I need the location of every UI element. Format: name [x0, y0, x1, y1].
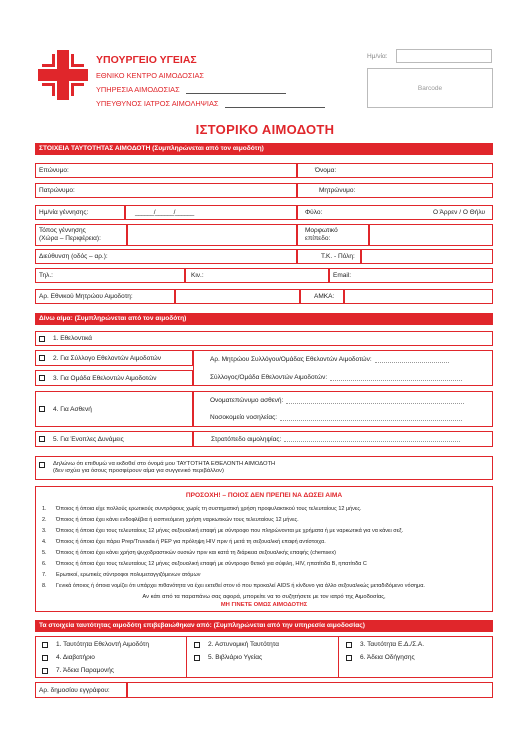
voluntary-label: 1. Εθελοντικά: [53, 335, 93, 342]
driving-licence-label: 6. Άδεια Οδήγησης: [360, 654, 415, 661]
warning-item: [42, 539, 326, 545]
option-patient[interactable]: [35, 391, 193, 427]
phone-label: Τηλ.:: [39, 272, 53, 279]
club-name-label: Σύλλογος/Ομάδα Εθελοντών Αιμοδοτών:: [210, 374, 328, 381]
military-id-label: 3. Ταυτότητα Ε.Δ./Σ.Α.: [360, 641, 425, 648]
option-armed-forces[interactable]: [35, 431, 193, 447]
passport-checkbox[interactable]: [42, 655, 48, 661]
giving-section-bar: Δίνω αίμα: (Συμπληρώνεται από τον αιμοδότη): [35, 313, 493, 325]
warning-item-number: 8.: [42, 583, 47, 589]
warning-item-number: 4.: [42, 539, 47, 545]
warning-item-text: Όποιος ή όποια έχει κάνει χρήση ψυχοδραστικών ουσιών πριν και κατά τη διάρκεια σεξουαλικής επαφής (chemsex): [56, 550, 336, 556]
email-field[interactable]: [329, 268, 493, 283]
patient-name-line: [210, 397, 464, 404]
phone-field[interactable]: [35, 268, 185, 283]
mobile-label: Κιν.:: [191, 272, 204, 279]
father-name-label: Πατρώνυμο:: [39, 187, 75, 194]
hospital-label: Νοσοκομείο νοσηλείας:: [210, 414, 278, 421]
residence-permit-checkbox[interactable]: [42, 668, 48, 674]
warning-item: [42, 572, 201, 578]
warning-item-text: Όποιος ή όποια έχει τους τελευταίους 12 μήνες σεξουαλική επαφή με σύντροφο που πληρώνονται με χρήματα ή με ναρκωτικά για να κάνει σεξ.: [56, 528, 404, 534]
group-checkbox[interactable]: [39, 375, 45, 381]
verify-option-military-id[interactable]: [346, 641, 424, 648]
police-id-checkbox[interactable]: [194, 642, 200, 648]
armed-forces-label: 5. Για Ένοπλες Δυνάμεις: [53, 435, 124, 443]
verify-option-passport[interactable]: [42, 654, 95, 661]
mobile-field[interactable]: [185, 268, 329, 283]
sex-label: Φύλο:: [305, 209, 323, 216]
birthplace-label: Τόπος γέννησης: [39, 227, 86, 234]
hospital-line: [210, 414, 462, 421]
registry-label-cell: [35, 289, 175, 304]
club-registry-label: Αρ. Μητρώου Συλλόγου/Ομάδας Εθελοντών Αιμοδοτών:: [210, 356, 372, 363]
doctor-label: ΥΠΕΥΘΥΝΟΣ ΙΑΤΡΟΣ ΑΙΜΟΛΗΨΙΑΣ: [96, 99, 219, 108]
postcode-label-cell: [297, 249, 361, 264]
date-field[interactable]: [396, 49, 492, 63]
surname-field[interactable]: [35, 163, 297, 178]
driving-licence-checkbox[interactable]: [346, 655, 352, 661]
education-field[interactable]: [369, 224, 493, 246]
declaration-checkbox[interactable]: [39, 462, 45, 468]
date-label: Ημ/νία:: [367, 53, 388, 60]
birthdate-blank: ______/______/______: [135, 209, 194, 216]
health-book-label: 5. Βιβλιάριο Υγείας: [208, 654, 263, 661]
email-label: Email:: [333, 272, 352, 279]
passport-label: 4. Διαβατήριο: [56, 654, 95, 661]
birthdate-field[interactable]: [125, 205, 297, 220]
voluntary-checkbox[interactable]: [39, 336, 45, 342]
education-label: Μορφωτικό: [305, 227, 338, 234]
declaration-text: Δηλώνω ότι επιθυμώ να εκδοθεί στο όνομά μου ΤΑΥΤΟΤΗΤΑ ΕΘΕΛΟΝΤΗ ΑΙΜΟΔΟΤΗ: [53, 461, 276, 467]
address-label: Διεύθυνση (οδός – αρ.):: [39, 253, 108, 260]
warning-item-text: Όποιος ή όποια έχει κάνει ενδοφλέβια ή εισπνεόμενη χρήση ναρκωτικών τους τελευταίους 12 μήνες.: [56, 517, 299, 523]
sex-options[interactable]: Ο Άρρεν / Ο Θήλυ: [433, 209, 485, 216]
warning-item-number: 5.: [42, 550, 47, 556]
warning-item-number: 1.: [42, 506, 47, 512]
doc-number-label-cell: [35, 682, 127, 698]
amka-label-cell: [300, 289, 344, 304]
verify-option-police-id[interactable]: [194, 641, 279, 648]
warning-item-text: Όποιος ή όποια έχει τους τελευταίους 12 μήνες σεξουαλική επαφή με σύντροφο θετικό για σύφιλη, HIV, ηπατίτιδα Β, ηπατίτιδα C: [56, 561, 367, 567]
birthplace-label-cell: [35, 224, 127, 246]
ministry-title: ΥΠΟΥΡΓΕΙΟ ΥΓΕΙΑΣ: [96, 54, 197, 66]
warning-item: [42, 561, 367, 567]
verify-option-driving-licence[interactable]: [346, 654, 415, 661]
mother-name-label: Μητρώνυμο:: [319, 187, 356, 194]
father-name-field[interactable]: [35, 183, 297, 198]
birthdate-label-cell: [35, 205, 125, 220]
warning-title: ΠΡΟΣΟΧΗ! – ΠΟΙΟΣ ΔΕΝ ΠΡΕΠΕΙ ΝΑ ΔΩΣΕΙ ΑΙΜΑ: [185, 492, 343, 499]
doc-number-field[interactable]: [127, 682, 493, 698]
option-voluntary[interactable]: [35, 331, 493, 346]
club-name-line: [210, 374, 462, 381]
service-field[interactable]: [186, 86, 286, 94]
camp-dots[interactable]: [284, 436, 460, 442]
club-name-field[interactable]: [330, 375, 462, 381]
first-name-label: Όνομα:: [315, 167, 337, 174]
verification-divider: [186, 636, 187, 678]
first-name-field[interactable]: [297, 163, 493, 178]
barcode-box: [367, 68, 493, 108]
verification-divider: [338, 636, 339, 678]
birthplace-sublabel: (Χώρα – Περιφέρεια):: [39, 235, 101, 242]
patient-checkbox[interactable]: [39, 406, 45, 412]
police-id-label: 2. Αστυνομική Ταυτότητα: [208, 641, 280, 648]
camp-label: Στρατόπεδο αιμοληψίας:: [211, 435, 282, 443]
birthplace-field[interactable]: [127, 224, 297, 246]
postcode-field[interactable]: [361, 249, 493, 264]
sex-field[interactable]: [297, 205, 493, 220]
verification-section-bar: Τα στοιχεία ταυτότητας αιμοδότη επιβεβαιώθηκαν από: (Συμπληρώνεται από την υπηρεσία αιμοδοσίας): [35, 620, 493, 632]
surname-label: Επώνυμο:: [39, 167, 69, 174]
registry-label: Αρ. Εθνικού Μητρώου Αιμοδοτη:: [39, 293, 133, 300]
club-registry-line: [210, 356, 449, 363]
verify-option-health-book[interactable]: [194, 654, 262, 661]
education-sublabel: επίπεδο:: [305, 235, 331, 242]
camp-field[interactable]: [193, 431, 493, 447]
warning-item-number: 2.: [42, 517, 47, 523]
hospital-field[interactable]: [280, 415, 462, 421]
declaration-box[interactable]: [35, 456, 493, 480]
verify-option-residence-permit[interactable]: [42, 667, 114, 674]
birthdate-label: Ημ/νία γέννησης:: [39, 209, 89, 216]
service-label: ΥΠΗΡΕΣΙΑ ΑΙΜΟΔΟΣΙΑΣ: [96, 85, 180, 94]
volunteer-id-label: 1. Ταυτότητα Εθελοντή Αιμοδότη: [56, 641, 149, 648]
warning-closing-emphasis: ΜΗ ΓΙΝΕΤΕ ΟΜΩΣ ΑΙΜΟΔΟΤΗΣ: [220, 602, 308, 608]
patient-label: 4. Για Ασθενή: [53, 405, 92, 413]
verify-option-volunteer-id[interactable]: [42, 641, 149, 648]
club-checkbox[interactable]: [39, 355, 45, 361]
registry-field[interactable]: [175, 289, 300, 304]
patient-name-field[interactable]: [286, 398, 464, 404]
warning-item: [42, 506, 362, 512]
red-cross-logo-icon: [38, 50, 88, 100]
declaration-note: (δεν ισχύει για όσους προσφέρουν αίμα για συγγενικό περιβάλλον): [53, 468, 224, 474]
doctor-line: [96, 99, 325, 108]
warning-item-number: 3.: [42, 528, 47, 534]
club-registry-field[interactable]: [375, 357, 449, 363]
residence-permit-label: 7. Άδεια Παραμονής: [56, 667, 114, 674]
warning-closing: Αν κάτι από τα παραπάνω σας αφορά, μπορείτε να το συζητήσετε με τον ιατρό της Αιμοδοσίας,: [142, 594, 386, 600]
warning-item-number: 7.: [42, 572, 47, 578]
option-group[interactable]: [35, 370, 193, 386]
warning-item: [42, 528, 403, 534]
amka-label: ΑΜΚΑ:: [314, 293, 335, 300]
warning-item-text: Όποιος ή όποια έχει πάρει Prep/Truvada ή PEP για πρόληψη HIV πριν ή μετά τη σεξουαλική επαφή αντίστοιχα.: [56, 539, 326, 545]
warning-item-text: Όποιος ή όποια είχε πολλούς ερωτικούς συντρόφους χωρίς τη συστηματική χρήση προφυλακτικού τους τελευταίους 12 μήνες.: [56, 506, 362, 512]
warning-item: [42, 517, 299, 523]
warning-item-number: 6.: [42, 561, 47, 567]
page-title: ΙΣΤΟΡΙΚΟ ΑΙΜΟΔΟΤΗ: [195, 122, 335, 137]
option-club[interactable]: [35, 350, 193, 366]
education-label-cell: [297, 224, 369, 246]
mother-name-field[interactable]: [297, 183, 493, 198]
patient-name-label: Ονοματεπώνυμο ασθενή:: [210, 397, 284, 404]
warning-item-text: Ερωτικοί, ερωτικές σύντροφοι πολυμεταγγιζόμενων ατόμων: [56, 572, 201, 578]
warning-item: [42, 583, 425, 589]
military-id-checkbox[interactable]: [346, 642, 352, 648]
warning-item: [42, 550, 336, 556]
doc-number-label: Αρ. δημοσίου εγγράφου:: [39, 686, 110, 694]
club-label: 2. Για Σύλλογο Εθελοντών Αιμοδοτών: [53, 354, 161, 362]
postcode-label: Τ.Κ. - Πόλη:: [321, 253, 355, 260]
armed-forces-checkbox[interactable]: [39, 436, 45, 442]
health-book-checkbox[interactable]: [194, 655, 200, 661]
amka-field[interactable]: [344, 289, 493, 304]
address-field[interactable]: [35, 249, 297, 264]
warning-item-text: Γενικά όποιος ή όποια νομίζει ότι υπάρχει πιθανότητα να έχει εκτεθεί στον ιό που προκαλεί AIDS ή κίνδυνο για άλλο σεξουαλικώς μεταδιδόμενο νόσημα.: [56, 583, 425, 589]
group-label: 3. Για Ομάδα Εθελοντών Αιμοδοτών: [53, 374, 157, 382]
service-line: [96, 85, 286, 94]
centre-name: ΕΘΝΙΚΟ ΚΕΝΤΡΟ ΑΙΜΟΔΟΣΙΑΣ: [96, 71, 204, 80]
volunteer-id-checkbox[interactable]: [42, 642, 48, 648]
doctor-field[interactable]: [225, 100, 325, 108]
barcode-label: Barcode: [417, 84, 443, 92]
identity-section-bar: ΣΤΟΙΧΕΙΑ ΤΑΥΤΟΤΗΤΑΣ ΑΙΜΟΔΟΤΗ (Συμπληρώνεται από τον αιμοδότη): [35, 143, 493, 155]
